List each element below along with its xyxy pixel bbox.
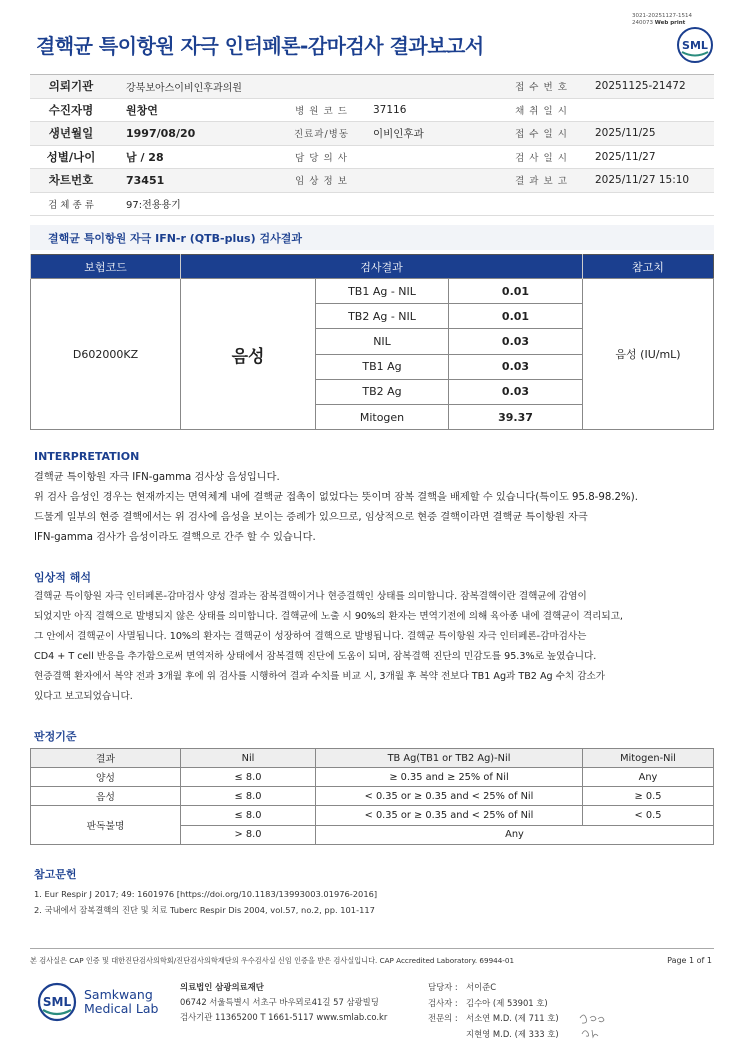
doc-code-line2: 240073 Web print xyxy=(632,20,686,26)
label-department: 진료과/병동 xyxy=(293,129,350,141)
criteria-tb: ≥ 0.35 and ≥ 25% of Nil xyxy=(316,768,583,787)
info-row xyxy=(30,99,714,123)
criteria-table xyxy=(30,748,714,845)
doc-code-line1: 3021-20251127-1514 xyxy=(632,13,692,19)
label-specimen-type: 검 체 종 류 xyxy=(48,199,94,211)
clinical-text xyxy=(34,587,724,707)
label-physician: 담 당 의 사 xyxy=(295,152,348,164)
staff-role xyxy=(428,1027,466,1043)
org-contact: 검사기관 11365200 T 1661-5117 www.smlab.co.kr xyxy=(180,1012,388,1022)
org-name: 의료법인 삼광의료재단 xyxy=(180,982,264,992)
footer-divider xyxy=(30,948,714,949)
criteria-nil: ≤ 8.0 xyxy=(181,768,316,787)
item-value: 0.03 xyxy=(449,329,583,354)
item-value: 0.03 xyxy=(449,379,583,404)
item-name: TB1 Ag - NIL xyxy=(316,279,449,304)
staff-role: 검사자 : xyxy=(428,997,458,1008)
criteria-tb: < 0.35 or ≥ 0.35 and < 25% of Nil xyxy=(316,806,583,825)
criteria-header: Nil xyxy=(181,749,316,768)
item-value: 39.37 xyxy=(449,404,583,429)
text-line: 결핵균 특이항원 자극 인터페론-감마검사 양성 결과는 잠복결핵이거나 현증결핵인 상태를 의미합니다. 잠복결핵이란 결핵균에 감염이 xyxy=(34,591,587,602)
signature-icon xyxy=(576,1010,610,1040)
criteria-header-row xyxy=(31,749,714,768)
info-row xyxy=(30,193,714,217)
results-header-row xyxy=(31,255,714,279)
text-line: 있다고 보고되었습니다. xyxy=(34,691,133,702)
criteria-header: 결과 xyxy=(31,749,181,768)
staff-name: 서이준C xyxy=(466,982,497,992)
reference-item: 1. Eur Respir J 2017; 49: 1601976 [https://doi.org/10.1183/13993003.01976-2016] xyxy=(34,889,378,899)
info-row xyxy=(30,122,714,146)
criteria-nil: ≤ 8.0 xyxy=(181,806,316,825)
criteria-any: Any xyxy=(316,825,714,844)
label-report-date: 결 과 보 고 xyxy=(515,176,568,188)
staff-info xyxy=(428,980,559,1042)
value-collection-date xyxy=(583,99,714,122)
text-line: 되었지만 아직 결핵으로 발병되지 않은 상태를 의미합니다. 결핵균에 노출 시 90%의 환자는 면역기전에 의해 육아종 내에 결핵균이 격리되고, xyxy=(34,611,623,622)
value-accession-no: 20251125-21472 xyxy=(595,80,686,93)
label-sex-age: 성별/나이 xyxy=(46,149,96,164)
organization-info xyxy=(180,980,387,1025)
staff-row xyxy=(428,980,559,996)
staff-name: 김수아 (제 53901 호) xyxy=(466,997,548,1008)
label-patient-name: 수진자명 xyxy=(48,102,94,117)
table-row xyxy=(31,787,714,806)
text-line: IFN-gamma 검사가 음성이라도 결핵으로 간주 할 수 있습니다. xyxy=(34,532,316,543)
value-report-date: 2025/11/27 15:10 xyxy=(595,174,690,187)
staff-row xyxy=(428,1011,559,1027)
info-row xyxy=(30,169,714,193)
value-physician xyxy=(363,146,500,169)
label-requesting-org: 의뢰기관 xyxy=(48,79,94,94)
report-title: 결핵균 특이항원 자극 인터페론-감마검사 결과보고서 xyxy=(36,34,484,58)
value-sex-age: 남 / 28 xyxy=(126,150,164,164)
criteria-result: 판독불명 xyxy=(31,806,181,844)
item-name: NIL xyxy=(316,329,449,354)
label-hospital-code: 병 원 코 드 xyxy=(295,105,348,117)
value-received-date: 2025/11/25 xyxy=(595,127,656,140)
label-received-date: 접 수 일 시 xyxy=(515,129,568,141)
info-row xyxy=(30,75,714,99)
staff-role: 담당자 : xyxy=(428,982,458,992)
label-birthdate: 생년월일 xyxy=(48,126,94,141)
reference-item: 2. 국내에서 잠복결핵의 진단 및 치료 Tuberc Respir Dis 2004, vol.57, no.2, pp. 101-117 xyxy=(34,905,375,915)
label-chart-no: 차트번호 xyxy=(48,173,94,188)
value-specimen-type: 97:전용용기 xyxy=(126,200,181,212)
document-code xyxy=(632,13,692,27)
insurance-code: D602000KZ xyxy=(31,279,181,430)
org-address: 06742 서울특별시 서초구 바우뫼로41길 57 삼광빌딩 xyxy=(180,997,379,1007)
brand-line2: Medical Lab xyxy=(84,1001,159,1016)
text-line: 현증결핵 환자에서 복약 전과 3개월 후에 위 검사를 시행하여 결과 수치를 비교 시, 3개월 후 복약 전보다 TB1 Ag과 TB2 Ag 수치 감소가 xyxy=(34,671,606,682)
criteria-result: 양성 xyxy=(31,768,181,787)
empty-value xyxy=(363,75,500,98)
value-requesting-org: 강북보아스이비인후과의원 xyxy=(126,82,242,94)
empty-label xyxy=(280,75,363,98)
table-row xyxy=(31,806,714,825)
value-birthdate: 1997/08/20 xyxy=(126,126,196,140)
text-line: CD4 + T cell 반응을 추가함으로써 면역저하 상태에서 잠복결핵 진단에 도움이 되며, 잠복결핵 진단의 민감도를 95.3%로 높였습니다. xyxy=(34,651,597,662)
value-test-date: 2025/11/27 xyxy=(595,150,656,163)
criteria-mitogen: ≥ 0.5 xyxy=(583,787,714,806)
staff-role: 전문의 : xyxy=(428,1013,458,1023)
item-name: TB2 Ag xyxy=(316,379,449,404)
footer-logo xyxy=(36,982,158,1022)
header-insurance-code: 보험코드 xyxy=(31,255,181,279)
sml-logo-icon xyxy=(676,26,714,64)
value-hospital-code: 37116 xyxy=(373,103,407,116)
reference-value: 음성 (IU/mL) xyxy=(583,279,714,430)
text-line: 그 안에서 결핵균이 사멸됩니다. 10%의 환자는 결핵균이 성장하여 결핵으로 발병됩니다. 결핵균 특이항원 자극 인터페론-감마검사는 xyxy=(34,631,587,642)
item-name: Mitogen xyxy=(316,404,449,429)
staff-name: 지현영 M.D. (제 333 호) xyxy=(466,1028,559,1039)
interpretation-text xyxy=(34,468,724,548)
value-clinical-info xyxy=(363,169,500,192)
label-collection-date: 채 취 일 시 xyxy=(515,105,568,117)
results-table xyxy=(30,254,714,430)
label-test-date: 검 사 일 시 xyxy=(515,152,568,164)
item-value: 0.01 xyxy=(449,304,583,329)
text-line: 드물게 일부의 현증 결핵에서는 위 검사에 음성을 보이는 증례가 있으므로, 임상적으로 현증 결핵이라면 결핵균 특이항원 자극 xyxy=(34,512,588,523)
criteria-heading: 판정기준 xyxy=(34,730,77,743)
accreditation-note: 본 검사실은 CAP 인증 및 대한진단검사의학회/진단검사의학재단의 우수검사실 신임 인증을 받은 검사실입니다. CAP Accredited Laboratory. 69944-01 xyxy=(30,956,515,965)
staff-row xyxy=(428,996,559,1012)
references-list xyxy=(34,886,377,918)
info-row xyxy=(30,146,714,170)
item-value: 0.01 xyxy=(449,279,583,304)
value-department: 이비인후과 xyxy=(373,127,424,140)
brand-line1: Samkwang xyxy=(84,987,153,1002)
criteria-tb: < 0.35 or ≥ 0.35 and < 25% of Nil xyxy=(316,787,583,806)
page-number: Page 1 of 1 xyxy=(667,956,712,965)
value-chart-no: 73451 xyxy=(126,173,165,187)
value-patient-name: 원창연 xyxy=(126,103,158,117)
item-name: TB1 Ag xyxy=(316,354,449,379)
brand-name xyxy=(84,988,158,1016)
header-reference: 참고치 xyxy=(583,255,714,279)
criteria-mitogen: < 0.5 xyxy=(583,806,714,825)
sml-logo-text: SML xyxy=(682,39,708,52)
text-line: 위 검사 음성인 경우는 현재까지는 면역체계 내에 결핵균 접촉이 없었다는 뜻이며 잠복 결핵을 배제할 수 있습니다(특이도 95.8-98.2%). xyxy=(34,492,638,503)
criteria-header: Mitogen-Nil xyxy=(583,749,714,768)
criteria-nil: ≤ 8.0 xyxy=(181,787,316,806)
header-test-result: 검사결과 xyxy=(181,255,583,279)
text-line: 결핵균 특이항원 자극 IFN-gamma 검사상 음성입니다. xyxy=(34,472,280,483)
staff-row xyxy=(428,1027,559,1043)
references-heading: 참고문헌 xyxy=(34,868,77,881)
interpretation-heading: INTERPRETATION xyxy=(34,450,140,463)
criteria-header: TB Ag(TB1 or TB2 Ag)-Nil xyxy=(316,749,583,768)
result-verdict: 음성 xyxy=(181,279,316,430)
criteria-result: 음성 xyxy=(31,787,181,806)
result-section-title: 결핵균 특이항원 자극 IFN-r (QTB-plus) 검사결과 xyxy=(30,225,714,250)
table-row xyxy=(31,768,714,787)
table-row xyxy=(31,279,714,304)
criteria-mitogen: Any xyxy=(583,768,714,787)
criteria-nil: > 8.0 xyxy=(181,825,316,844)
clinical-heading: 임상적 해석 xyxy=(34,571,91,584)
label-clinical-info: 임 상 정 보 xyxy=(295,176,348,188)
item-name: TB2 Ag - NIL xyxy=(316,304,449,329)
patient-info-table xyxy=(30,74,714,216)
item-value: 0.03 xyxy=(449,354,583,379)
label-accession-no: 접 수 번 호 xyxy=(515,82,568,94)
sml-footer-logo-icon xyxy=(36,982,78,1022)
staff-name: 서소연 M.D. (제 711 호) xyxy=(466,1013,559,1023)
sml-footer-logo-text: SML xyxy=(42,995,72,1009)
